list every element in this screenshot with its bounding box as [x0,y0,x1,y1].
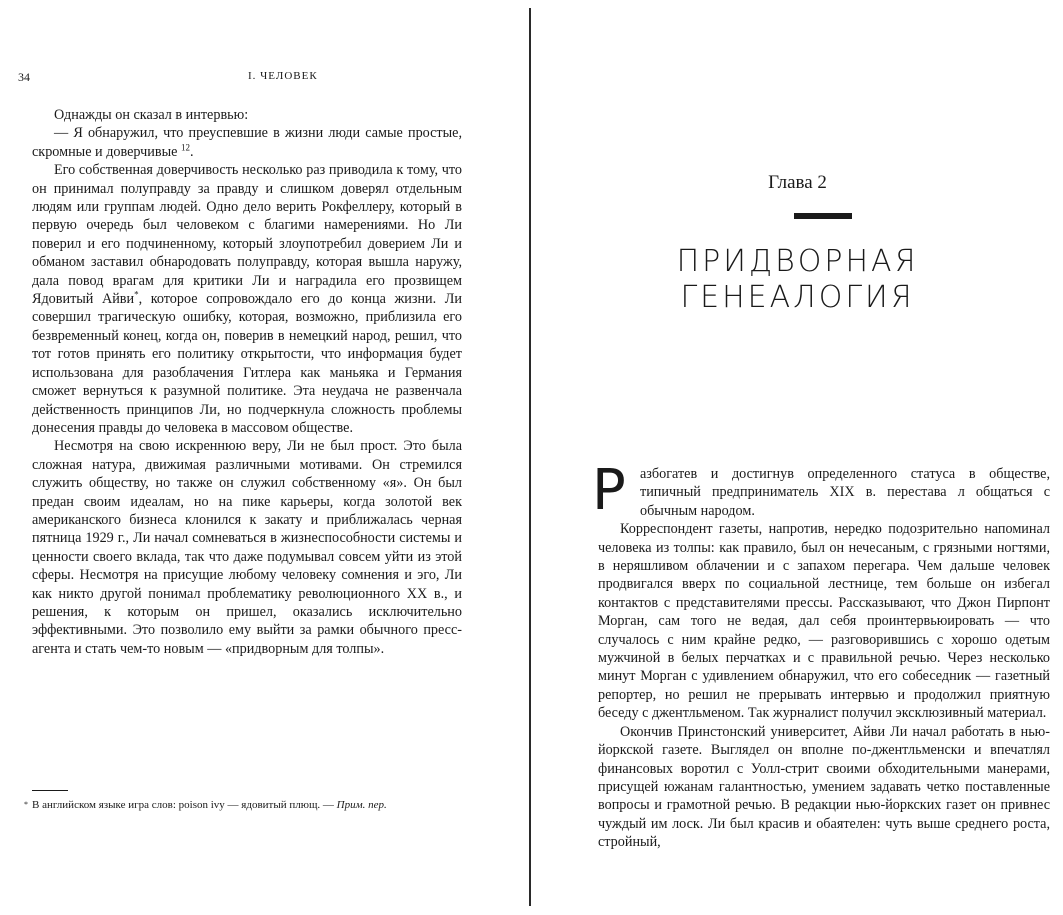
running-title: I. ЧЕЛОВЕК [248,70,318,82]
book-spine [529,8,531,906]
footnote-ref[interactable]: * [134,289,139,300]
paragraph: азбогатев и достигнув определенного статуса в обществе, типичный предприниматель XIX в. перестава л общаться с обычным народом. [640,466,1050,519]
right-body-text [598,465,1050,852]
footnote-rule [32,790,68,791]
chapter-label: Глава 2 [768,172,827,193]
paragraph: Корреспондент газеты, напротив, нередко подозрительно напоминал человека из толпы: как правило, был он нечесаным, с грязными ногтями, в неряшливом облачении и с запахом перегара. Чем дальше человек продвигался вверх по социальной лестнице, тем больше он избегал контактов с представителями прессы. Рассказывают, что Джон Пирпонт Морган, сам того не ведая, дал себя проинтервьюировать — что случалось с ним крайне редко, — разговорившись с хорошо одетым мужчиной в белых перчатках и с правильной речью. Через несколько минут Морган с удивлением обнаружил, что его собеседник — газетный репортер, но решил не прерывать интервью и продолжил приятную беседу с джентльменом. Так журналист получил эксклюзивный материал. [598,521,1050,722]
footnote-ref[interactable]: 12 [180,142,190,153]
page-number: 34 [18,70,30,84]
left-page [0,0,530,915]
paragraph: — Я обнаружил, что преуспевшие в жизни люди самые простые, скромные и доверчивые $^{12}$. [32,125,462,160]
paragraph: Окончив Принстонский университет, Айви Ли начал работать в нью-йоркской газете. Выглядел он вполне по-джентльменски и впечатлял финансовых воротил с Уолл-стрит своими обходительными манерами, присущей южанам галантностью, умением задавать четко поставленные вопросы и грамотной речью. В редакции нью-йоркских газет он привнес чуждый им лоск. Ли был красив и обаятелен: чуть выше среднего роста, стройный, [598,723,1050,851]
running-head [18,70,478,90]
paragraph: Его собственная доверчивость несколько раз приводила к тому, что он принимал полуправду за правду и слишком доверял отдельным людям или группам людей. Одно дело верить Рокфеллеру, который в первую очередь был человеком с благими намерениями. Но Ли поверил и его подчиненному, который злоупотребил доверием Ли и обманом заставил обнародовать полуправду, которая вышла наружу, дала повод врагам для критики Ли и наградила его прозвищем Ядовитый Айви*, которое сопровождало его до конца жизни. Ли совершил трагическую ошибку, которая, возможно, приблизила его безвременный конец, когда он, поверив в немецкий народ, решил, что тот готов принять его политику открытости, что информация будет использована для разоблачения Гитлера как маньяка и Германия сможет вернуться к разумной политике. Эта неудача не развенчала действенность принципов Ли, но подчеркнула сложность проблемы донесения правды до человека в массовом обществе. [32,162,462,436]
paragraph: Однажды он сказал в интервью: [54,107,249,123]
left-body-text [32,106,462,658]
chapter-title: ПРИДВОРНАЯ ГЕНЕАЛОГИЯ [676,244,919,315]
paragraph: Несмотря на свою искреннюю веру, Ли не был прост. Это была сложная натура, движимая различными мотивами. Он стремился служить обществу, но также он служил собственному «я». Он был предан своим идеалам, но на пике карьеры, когда золотой век американского бизнеса клонился к закату и приближалась черная пятница 1929 г., Ли начал сомневаться в жизнеспособности системы и ценности своего вклада, так что даже подумывал совсем уйти из этой сферы. Несмотря на присущие любому человеку сомнения и эго, Ли как никто другой понимал проблематику революционного XX в., и решения, к которым он пришел, оказались исключительно эффективными. Это позволило ему выйти за рамки обычного пресс-агента и стать чем-то новым — «придворным для толпы». [32,438,462,657]
drop-cap: Р [592,458,626,523]
chapter-rule [794,213,852,219]
footnote: * В английском языке игра слов: poison ivy — ядовитый плющ. — Прим. пер. [24,799,387,811]
